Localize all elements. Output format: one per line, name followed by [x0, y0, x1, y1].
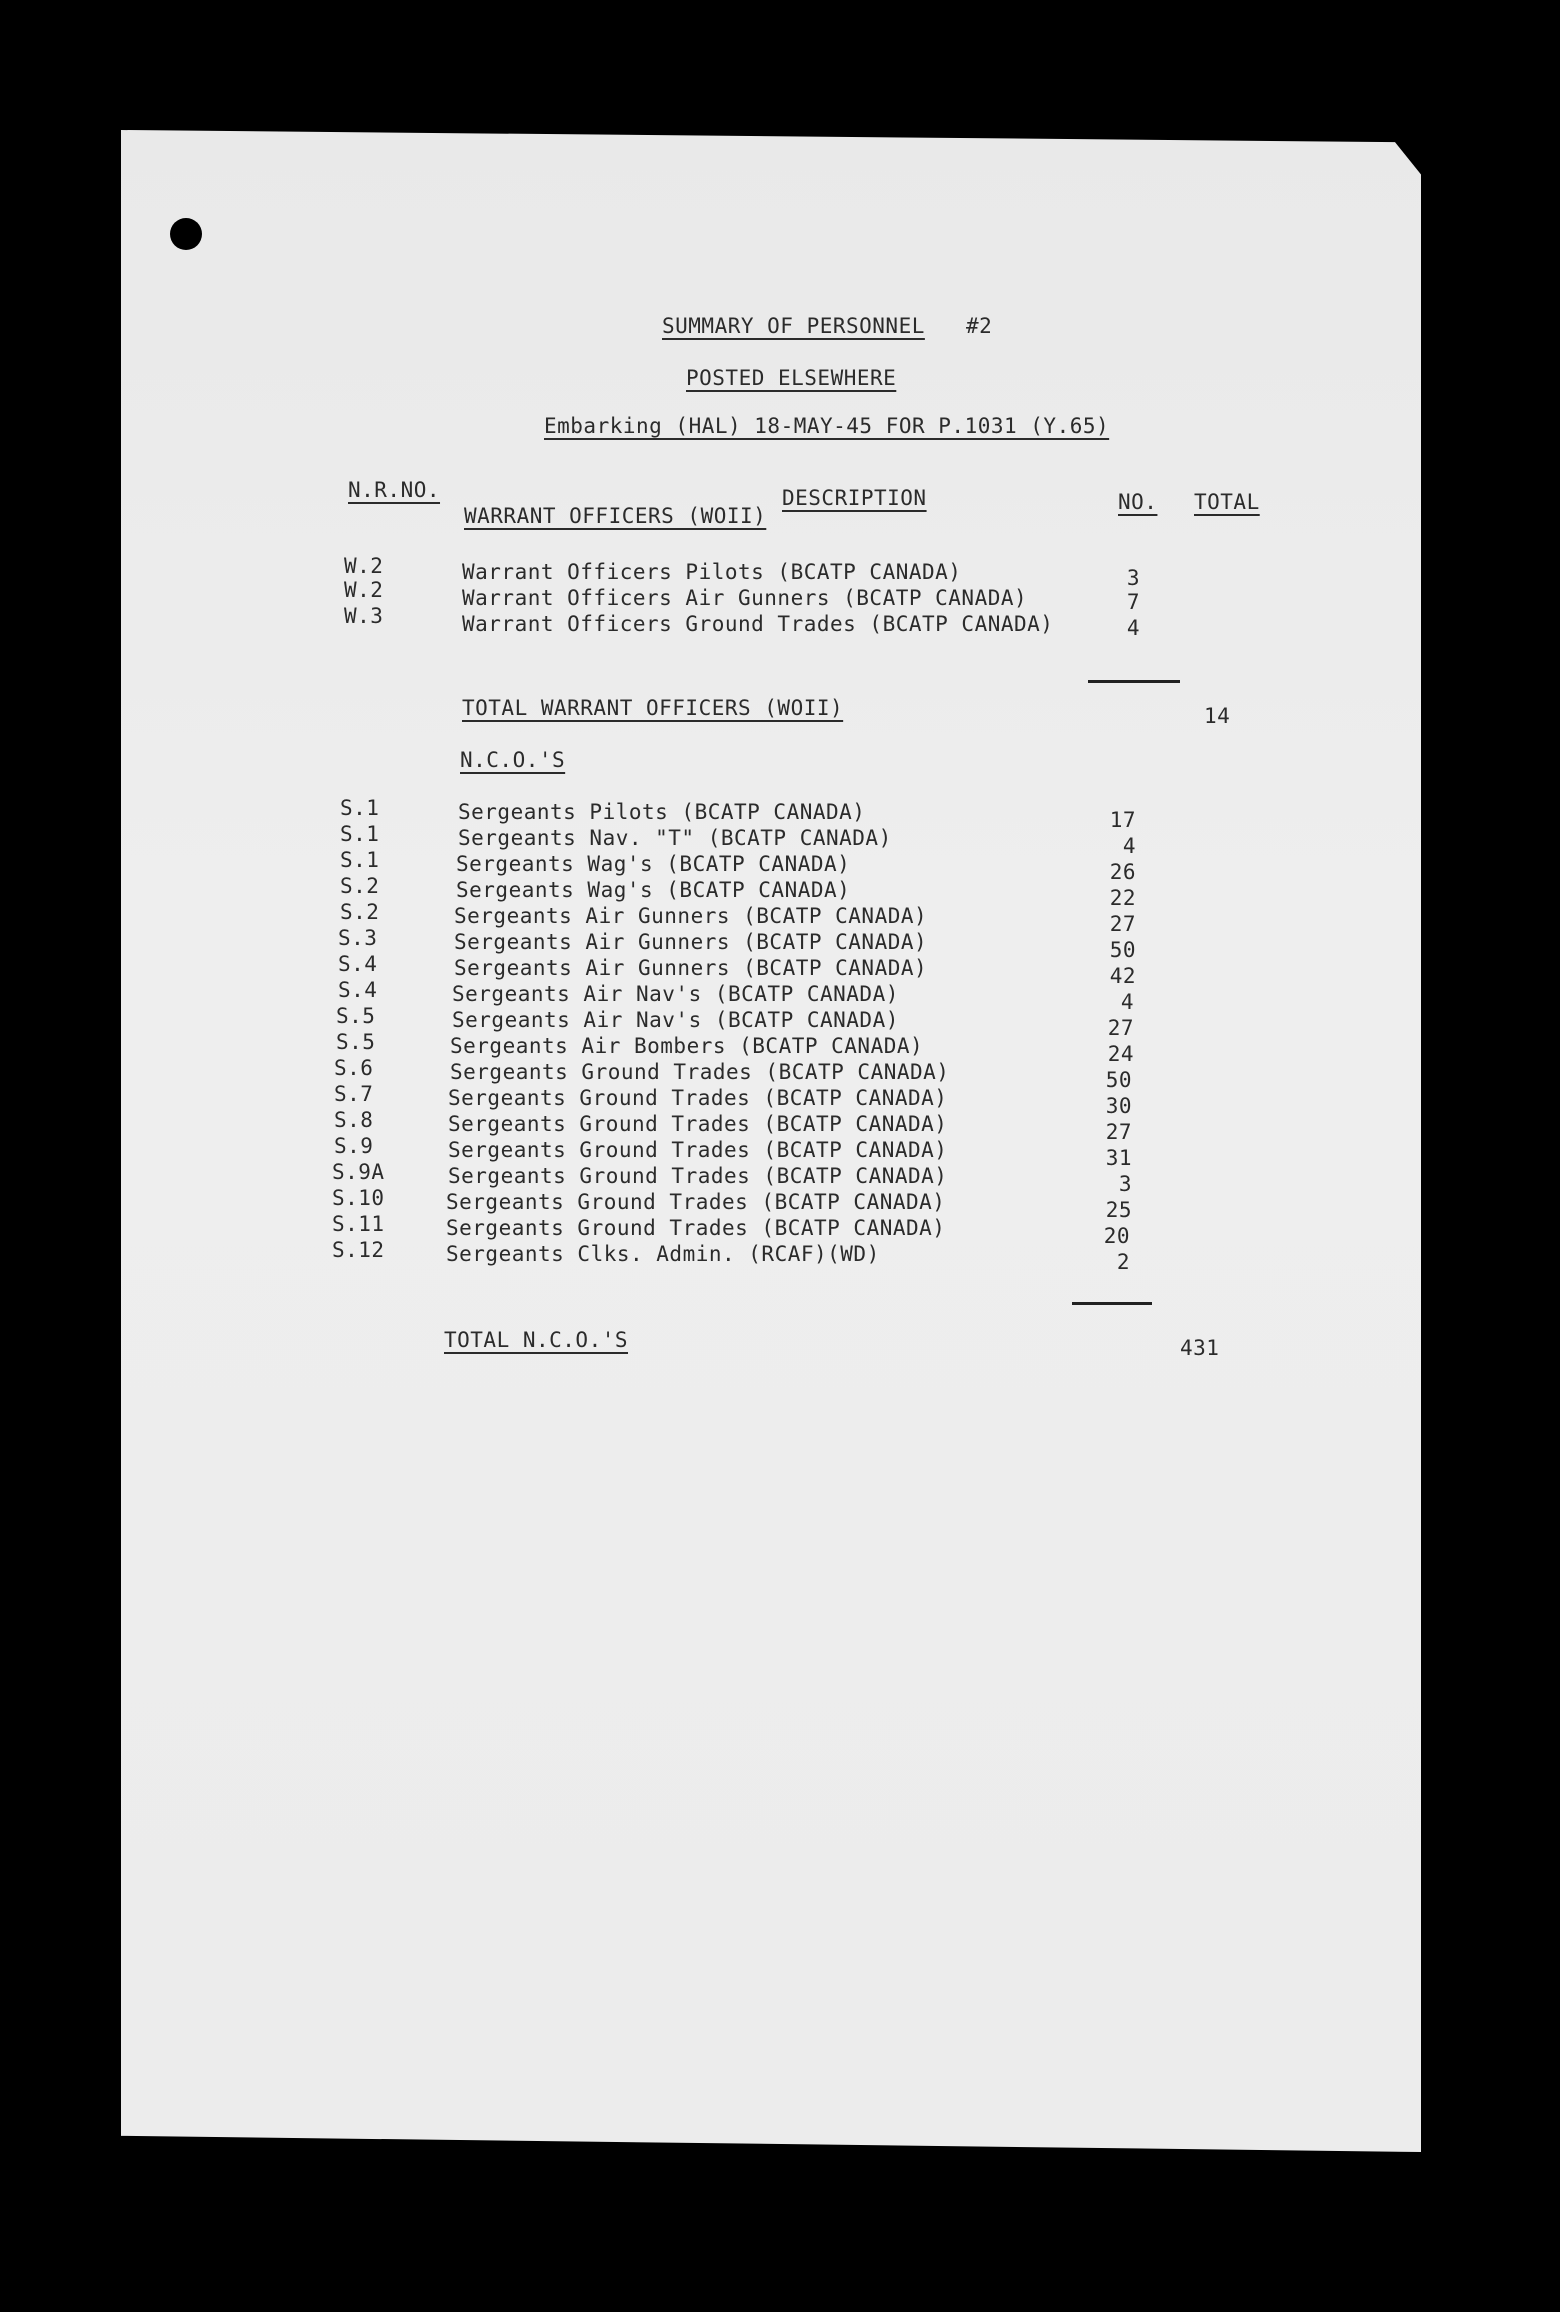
row-description: Sergeants Ground Trades (BCATP CANADA): [448, 1164, 948, 1188]
section-heading-ncos: N.C.O.'S: [460, 748, 566, 772]
row-number: 30: [1105, 1094, 1132, 1118]
row-number: 4: [1126, 616, 1140, 640]
row-number: 24: [1107, 1042, 1134, 1066]
row-description: Sergeants Ground Trades (BCATP CANADA): [448, 1138, 948, 1162]
row-code: S.7: [334, 1082, 374, 1106]
row-code: S.1: [340, 822, 380, 846]
row-description: Sergeants Ground Trades (BCATP CANADA): [446, 1216, 946, 1240]
row-code: S.4: [338, 978, 378, 1002]
row-description: Sergeants Air Gunners (BCATP CANADA): [454, 930, 928, 954]
row-number: 25: [1105, 1198, 1132, 1222]
row-code: S.5: [336, 1030, 376, 1054]
row-number: 31: [1105, 1146, 1132, 1170]
section-heading-warrant-officers: WARRANT OFFICERS (WOII): [464, 504, 767, 528]
row-code: S.4: [338, 952, 378, 976]
column-no: NO.: [1118, 490, 1158, 514]
total-warrant-officers-label: TOTAL WARRANT OFFICERS (WOII): [462, 696, 844, 720]
row-code: W.2: [344, 554, 384, 578]
row-description: Sergeants Clks. Admin. (RCAF)(WD): [446, 1242, 880, 1266]
row-number: 20: [1103, 1224, 1130, 1248]
row-number: 3: [1126, 566, 1140, 590]
row-number: 22: [1109, 886, 1136, 910]
row-code: S.12: [332, 1238, 385, 1262]
total-ncos-value: 431: [1180, 1336, 1220, 1360]
row-code: S.2: [340, 900, 380, 924]
row-code: W.3: [344, 604, 384, 628]
row-number: 50: [1105, 1068, 1132, 1092]
row-code: S.8: [334, 1108, 374, 1132]
embarking-line: Embarking (HAL) 18-MAY-45 FOR P.1031 (Y.65): [544, 414, 1110, 438]
row-code: S.9A: [332, 1160, 385, 1184]
row-number: 17: [1109, 808, 1136, 832]
row-code: S.6: [334, 1056, 374, 1080]
row-description: Sergeants Pilots (BCATP CANADA): [458, 800, 866, 824]
row-number: 27: [1105, 1120, 1132, 1144]
row-code: S.3: [338, 926, 378, 950]
row-description: Sergeants Air Gunners (BCATP CANADA): [454, 904, 928, 928]
row-number: 4: [1122, 834, 1136, 858]
row-description: Sergeants Wag's (BCATP CANADA): [456, 878, 851, 902]
row-number: 7: [1126, 590, 1140, 614]
row-description: Warrant Officers Ground Trades (BCATP CANADA): [462, 612, 1054, 636]
row-description: Sergeants Ground Trades (BCATP CANADA): [446, 1190, 946, 1214]
total-ncos-label: TOTAL N.C.O.'S: [444, 1328, 629, 1352]
row-code: S.9: [334, 1134, 374, 1158]
row-description: Warrant Officers Pilots (BCATP CANADA): [462, 560, 962, 584]
row-number: 42: [1109, 964, 1136, 988]
row-description: Warrant Officers Air Gunners (BCATP CANADA): [462, 586, 1028, 610]
row-number: 27: [1107, 1016, 1134, 1040]
row-code: S.10: [332, 1186, 385, 1210]
row-description: Sergeants Ground Trades (BCATP CANADA): [450, 1060, 950, 1084]
row-code: S.2: [340, 874, 380, 898]
row-description: Sergeants Ground Trades (BCATP CANADA): [448, 1086, 948, 1110]
row-description: Sergeants Nav. "T" (BCATP CANADA): [458, 826, 892, 850]
row-number: 3: [1118, 1172, 1132, 1196]
row-description: Sergeants Air Gunners (BCATP CANADA): [454, 956, 928, 980]
document-subtitle: POSTED ELSEWHERE: [686, 366, 897, 390]
row-number: 4: [1120, 990, 1134, 1014]
row-number: 2: [1116, 1250, 1130, 1274]
subtotal-rule-warrant-officers: [1088, 680, 1180, 683]
document-title: SUMMARY OF PERSONNEL: [662, 314, 925, 338]
row-number: 50: [1109, 938, 1136, 962]
row-code: S.1: [340, 796, 380, 820]
row-description: Sergeants Air Nav's (BCATP CANADA): [452, 1008, 899, 1032]
column-nr-no: N.R.NO.: [348, 478, 441, 502]
total-warrant-officers-value: 14: [1204, 704, 1231, 728]
row-description: Sergeants Air Bombers (BCATP CANADA): [450, 1034, 924, 1058]
row-description: Sergeants Wag's (BCATP CANADA): [456, 852, 851, 876]
row-code: S.11: [332, 1212, 385, 1236]
document-number: #2: [966, 314, 993, 338]
punch-hole: [170, 218, 202, 250]
column-total: TOTAL: [1194, 490, 1260, 514]
column-description: DESCRIPTION: [782, 486, 927, 510]
row-number: 26: [1109, 860, 1136, 884]
row-code: S.1: [340, 848, 380, 872]
row-description: Sergeants Air Nav's (BCATP CANADA): [452, 982, 899, 1006]
row-code: S.5: [336, 1004, 376, 1028]
subtotal-rule-ncos: [1072, 1302, 1152, 1305]
row-code: W.2: [344, 578, 384, 602]
row-number: 27: [1109, 912, 1136, 936]
row-description: Sergeants Ground Trades (BCATP CANADA): [448, 1112, 948, 1136]
